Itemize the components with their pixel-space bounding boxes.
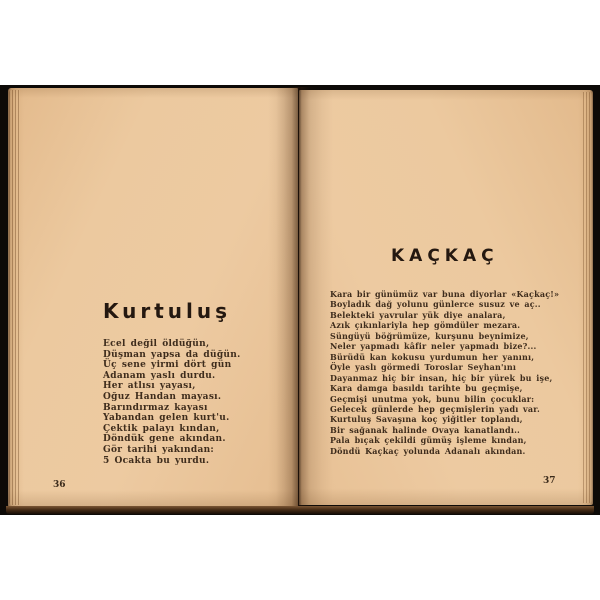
poem-line: Dayanmaz hiç bir insan, hiç bir yürek bu işe, (330, 372, 553, 383)
poem-title-kurtulus: Kurtuluş (103, 299, 232, 323)
poem-line: Ecel değil öldüğün, (103, 339, 210, 349)
poem-line: Öyle yaslı görmedi Toroslar Seyhan'ını (330, 362, 517, 373)
poem-line: Pala bıçak çekildi gümüş işleme kından, (330, 435, 527, 446)
poem-line: Adanam yaslı durdu. (103, 370, 216, 381)
poem-line: Azık çıkınlariyla hep gömdüler mezara. (330, 320, 521, 331)
poem-line: Düşman yapsa da düğün. (103, 349, 241, 360)
poem-line: Bürüdü kan kokusu yurdumun her yanını, (330, 351, 535, 362)
poem-line: Oğuz Handan mayası. (103, 391, 222, 402)
poem-line: Her atlısı yayası, (103, 381, 196, 392)
poem-line: Yabandan gelen kurt'u. (103, 413, 230, 424)
poem-line: Çektik palayı kından, (103, 423, 220, 434)
poem-line: Barındırmaz kayası (103, 402, 208, 413)
poem-text-kackac (330, 289, 559, 456)
poem-line: Boyladık dağ yolunu günlerce susuz ve aç.. (330, 299, 541, 310)
poem-line: Kara damga basıldı tarihte bu geçmişe, (330, 383, 523, 394)
poem-line: Kara bir günümüz var buna diyorlar «Kaçkaç!» (330, 289, 560, 299)
poem-line: Gör tarihi yakından: (103, 444, 215, 455)
poem-line: Süngüyü böğrümüze, kurşunu beynimize, (330, 330, 529, 341)
left-page (8, 88, 298, 507)
poem-line: Döndü Kaçkaç yolunda Adanalı akından. (330, 445, 526, 456)
page-number-37: 37 (543, 476, 556, 486)
right-page (299, 90, 593, 505)
page-number-36: 36 (53, 480, 66, 490)
poem-line: Kurtuluş Savaşına koç yiğitler toplandı, (330, 414, 523, 425)
poem-line: Belekteki yavrular yük diye analara, (330, 309, 506, 320)
poem-line: Üç sene yirmi dört gün (103, 360, 232, 371)
poem-line: Döndük gene akından. (103, 434, 226, 445)
poem-line: Geçmişi unutma yok, bunu bilin çocuklar: (330, 393, 535, 404)
poem-title-kackac: KAÇKAÇ (391, 246, 499, 266)
poem-line: Gelecek günlerde hep geçmişlerin yadı var. (330, 403, 540, 414)
book-bottom-edge (6, 506, 594, 514)
book-photo (0, 85, 600, 515)
poem-line: Bir sağanak halinde Ovaya kanatlandı.. (330, 424, 521, 435)
poem-text-kurtulus (103, 339, 241, 466)
poem-line: 5 Ocakta bu yurdu. (103, 455, 210, 466)
poem-line: Neler yapmadı kâfir neler yapmadı bize?... (330, 341, 537, 352)
